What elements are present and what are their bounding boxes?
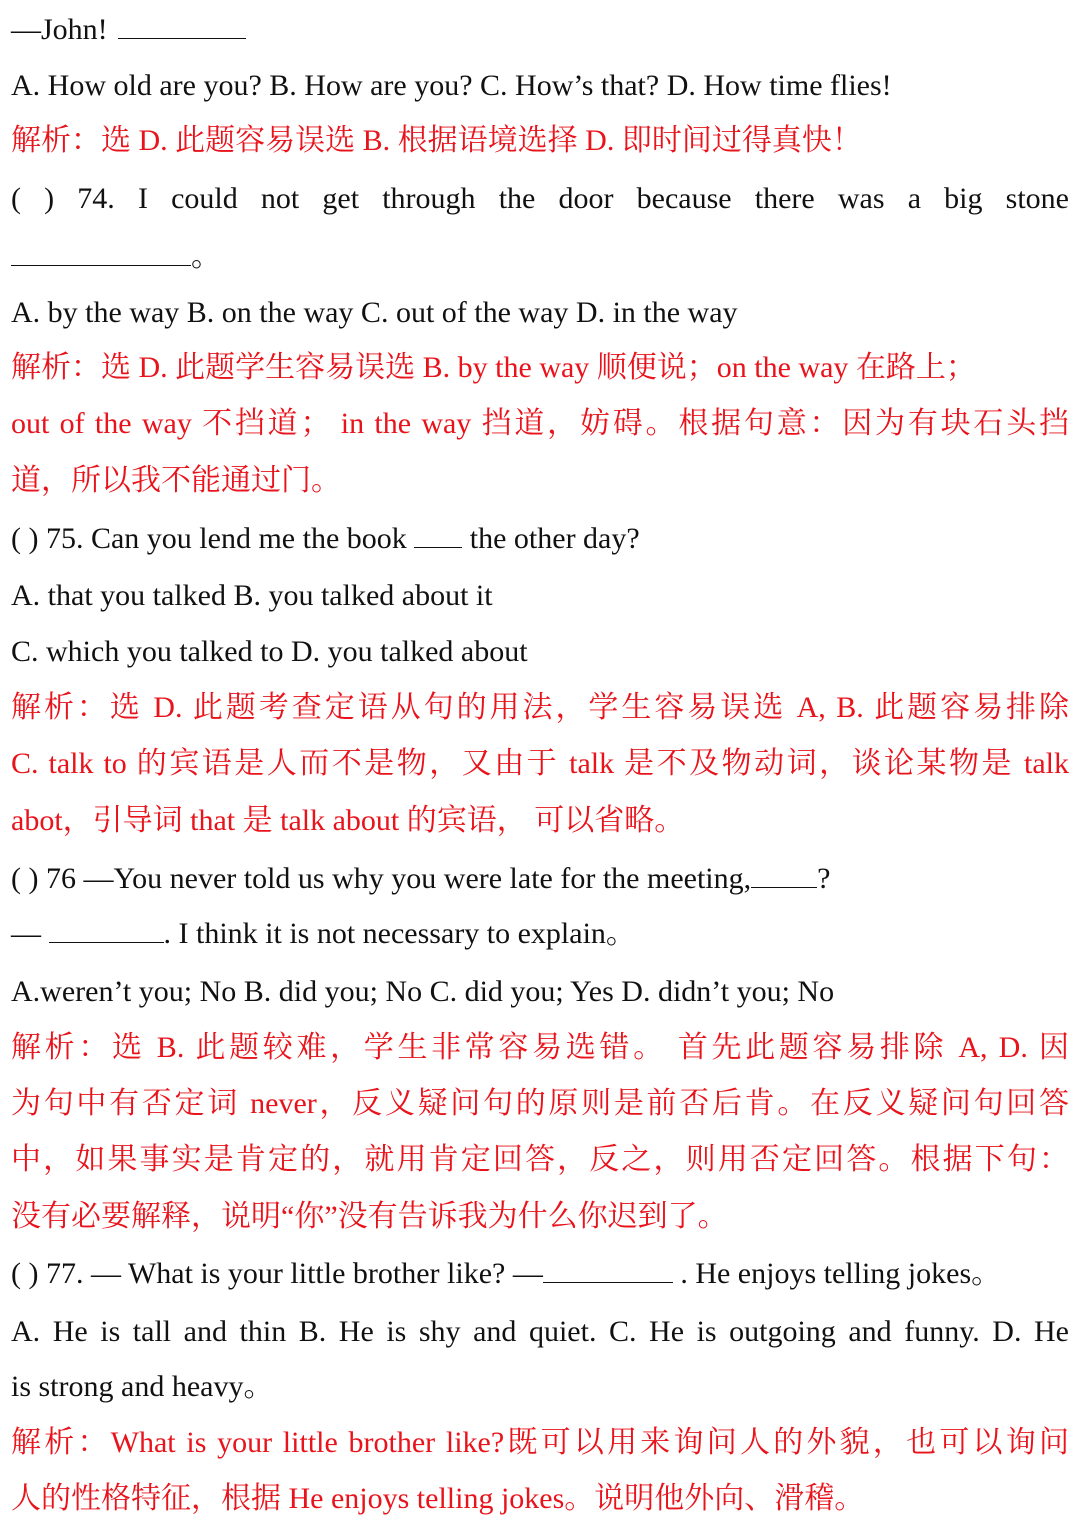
options-q74: A. by the way B. on the way C. out of the way D. in the way [11, 296, 738, 329]
dialogue-text: —John! [11, 13, 108, 46]
question-74: ( ) 74. I could not get through the door because there was a big stone [11, 182, 1069, 215]
options-q76: A.weren’t you; No B. did you; No C. did you; Yes D. didn’t you; No [11, 975, 835, 1008]
options-q77-line1: A. He is tall and thin B. He is shy and quiet. C. He is outgoing and funny. D. He [11, 1315, 1069, 1348]
answer-blank [751, 861, 817, 888]
options-q75-line1: A. that you talked B. you talked about it [11, 579, 493, 612]
dialogue-line-john [11, 12, 246, 48]
options-q73: A. How old are you? B. How are you? C. How’s that? D. How time flies! [11, 69, 892, 102]
analysis-q77-line2: 人的性格特征，根据 He enjoys telling jokes。说明他外向、滑稽。 [11, 1482, 865, 1515]
question-74-blank-line [11, 239, 221, 275]
analysis-q76-line2: 为句中有否定词 never，反义疑问句的原则是前否后肯。在反义疑问句回答 [11, 1087, 1069, 1120]
analysis-q76-line3: 中，如果事实是肯定的，就用肯定回答，反之，则用否定回答。根据下句： [11, 1143, 1069, 1176]
analysis-q75-line1: 解析：选 D. 此题考查定语从句的用法，学生容易误选 A, B. 此题容易排除 [11, 691, 1069, 724]
analysis-q76-line1: 解析：选 B. 此题较难，学生非常容易选错。 首先此题容易排除 A, D. 因 [11, 1031, 1069, 1064]
answer-blank [11, 239, 191, 266]
answer-blank [543, 1256, 673, 1283]
analysis-q73: 解析：选 D. 此题容易误选 B. 根据语境选择 D. 即时间过得真快！ [11, 124, 862, 157]
analysis-q74-line1: 解析：选 D. 此题学生容易误选 B. by the way 顺便说；on the way 在路上； [11, 351, 976, 384]
question-76-reply: — . I think it is not necessary to explain。 [11, 917, 636, 950]
question-77: ( ) 77. — What is your little brother like? — . He enjoys telling jokes。 [11, 1257, 1002, 1290]
analysis-q77-line1: 解析：What is your little brother like?既可以用来询问人的外貌，也可以询问 [11, 1426, 1069, 1459]
question-76: ( ) 76 —You never told us why you were late for the meeting, ? [11, 862, 831, 895]
answer-blank [414, 521, 462, 548]
analysis-q74-line3: 道，所以我不能通过门。 [11, 464, 341, 497]
analysis-q75-line3: abot，引导词 that 是 talk about 的宾语， 可以省略。 [11, 804, 685, 837]
analysis-q76-line4: 没有必要解释，说明“你”没有告诉我为什么你迟到了。 [11, 1200, 728, 1233]
options-q77-line2: is strong and heavy。 [11, 1370, 274, 1403]
period: 。 [191, 240, 221, 273]
answer-blank [118, 12, 246, 39]
analysis-q75-line2: C. talk to 的宾语是人而不是物，又由于 talk 是不及物动词，谈论某物是 talk [11, 747, 1069, 780]
question-75: ( ) 75. Can you lend me the book the other day? [11, 522, 640, 555]
analysis-q74-line2: out of the way 不挡道； in the way 挡道，妨碍。根据句意：因为有块石头挡 [11, 407, 1069, 440]
options-q75-line2: C. which you talked to D. you talked about [11, 635, 528, 668]
answer-blank [49, 916, 164, 943]
